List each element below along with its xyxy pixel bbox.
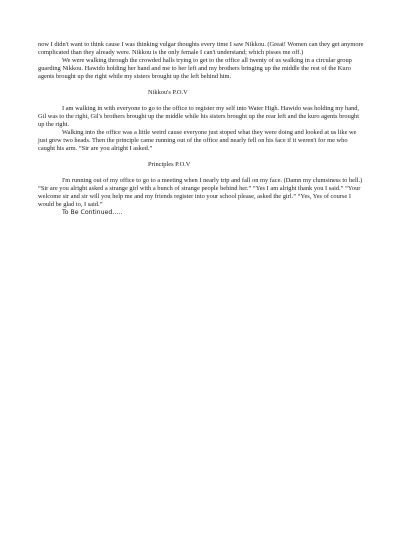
to-be-continued: To Be Continued….. [62,209,123,216]
spacer [38,169,364,177]
paragraph-office: Walking into the office was a little weird cause everyone just stoped what they were doing and looked at us like we just grew two heads. Then the principle came running out of the office and nearly fell on his face if it weren't for me who caught his arm. “Sir are you alright I asked.” [38,129,357,152]
spacer [38,81,364,89]
spacer [38,97,364,105]
section-heading-nikkou-pov: Nikkou's P.O.V [148,89,188,96]
paragraph-continuation: now I didn't want to think cause I was thinking vulgar thoughts every time I saw Nikkou. (Great! Women can they get anymore complicated than they already were. Nikkou is the only female I can't understand; which pisses me off.) [38,41,364,56]
paragraph-register: I am walking in with everyone to go to the office to register my self into Water High. Hawido was holding my hand, Gil was to the right, Gil's brothers brought up the middle while his sisters brought up the rear left and the kuro agents brought up the right. [38,105,360,128]
section-heading-principles-pov: Principles P.O.V [148,161,191,168]
paragraph-walking-halls: We were walking through the crowded halls trying to get to the office all twenty of us walking in a circular group guarding Nikkou. Hawido holding her hand and me to her left and my brothers bringing up the middle the rest of the Kuro agents brought up the right while my sisters brought up the left behind him. [38,57,352,80]
spacer [38,153,364,161]
paragraph-principal: I'm running out of my office to go to a meeting when I nearly trip and fall on my face. (Damn my clumsiness to hell.) “Sir are you alright asked a strange girl with a bunch of strange people behind her.” “Yes I am alright thank you I said.” “Your welcome sir and sir will you help me and my friends register into your school please, asked the girl.” “Yes, Yes of course I would be glad to, I said.” [38,177,363,208]
document-body [38,41,364,217]
